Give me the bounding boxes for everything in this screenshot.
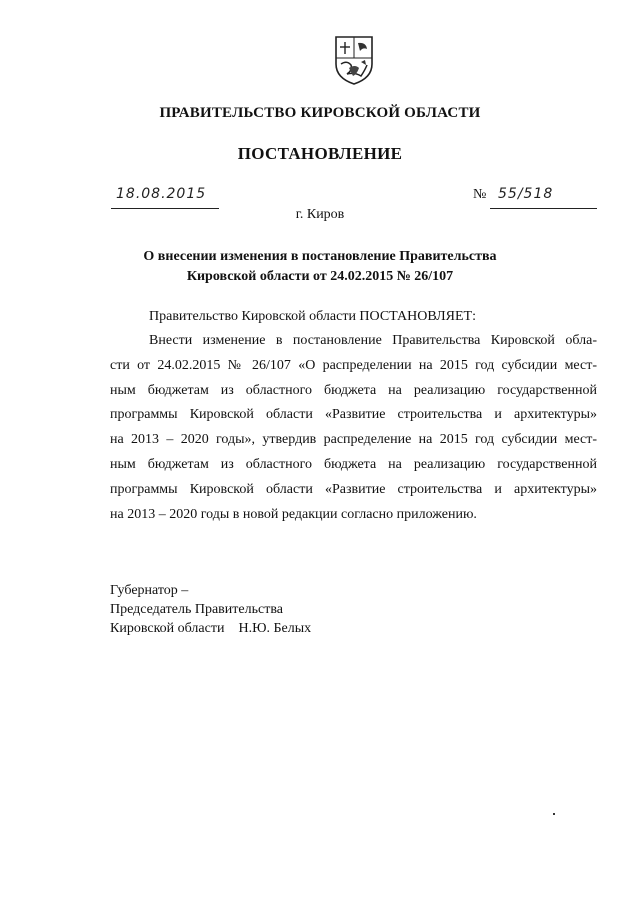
body-line: программы Кировской области «Развитие строительства и архитектуры» [110,481,597,497]
body-line: сти от 24.02.2015 № 26/107 «О распределении на 2015 год субсидии мест- [110,357,597,373]
body-line: ным бюджетам из областного бюджета на реализацию государственной [110,456,597,472]
body-line: на 2013 – 2020 годы», утвердив распределение на 2015 год субсидии мест- [110,432,597,448]
city: г. Киров [295,207,345,222]
subject-line: Кировской области от 24.02.2015 № 26/107 [186,269,454,284]
body-paragraph [110,329,597,527]
government-title: ПРАВИТЕЛЬСТВО КИРОВСКОЙ ОБЛАСТИ [159,105,481,121]
preamble: Правительство Кировской области ПОСТАНОВЛЯЕТ: [149,309,476,324]
body-line: Внести изменение в постановление Правительства Кировской обла- [149,333,597,348]
document-type: ПОСТАНОВЛЕНИЕ [237,144,403,163]
body-line: ным бюджетам из областного бюджета на реализацию государственной [110,382,597,398]
signatory-name: Н.Ю. Белых [238,621,312,636]
kirov-oblast-coat-of-arms-icon [333,34,375,86]
body-line: на 2013 – 2020 годы в новой редакции согласно приложению. [110,506,477,522]
number-sign: № [473,187,487,202]
signature-region: Кировской области [110,621,225,636]
signature-position: Председатель Правительства [110,602,283,617]
subject-line: О внесении изменения в постановление Правительства [143,249,497,264]
scan-speck [553,813,555,815]
signature-position: Губернатор – [110,583,189,598]
signature-block [110,581,311,638]
signature-name-row [110,619,311,638]
document-date: 18.08.2015 [116,186,207,202]
body-line: программы Кировской области «Развитие строительства и архитектуры» [110,407,597,423]
document-number: 55/518 [498,186,554,202]
document-subject [120,247,520,287]
